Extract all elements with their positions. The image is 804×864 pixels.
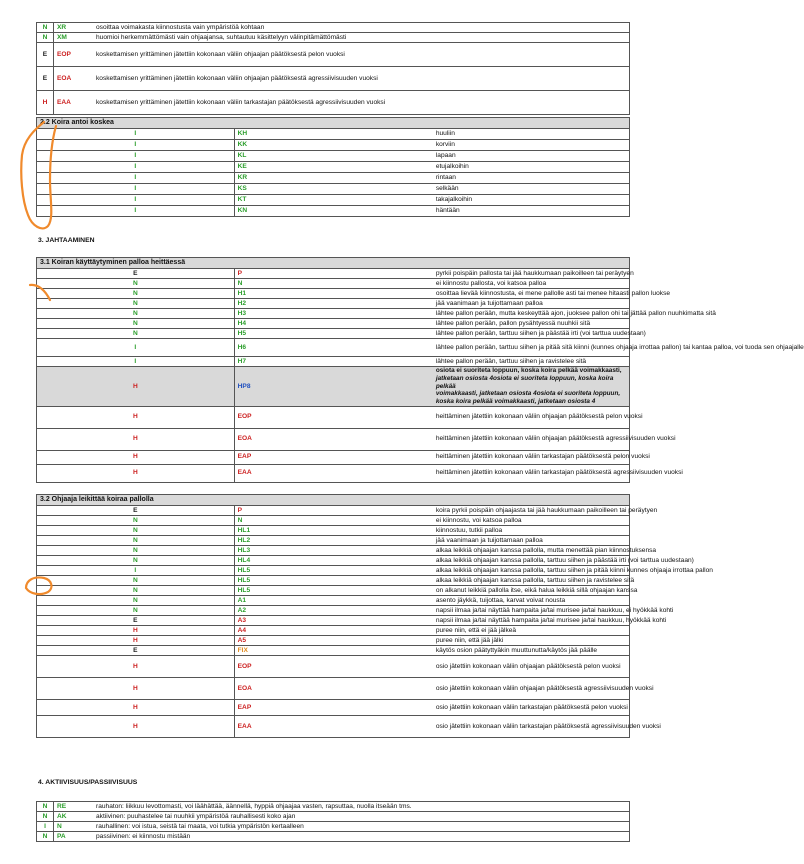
level-cell: N (37, 812, 54, 822)
level-cell: E (37, 67, 54, 91)
level-cell: I (37, 206, 235, 217)
level-cell: N (37, 33, 54, 43)
description-cell: osio jätettiin kokonaan väliin ohjaajan päätöksestä pelon vuoksi (432, 656, 630, 678)
table-row (37, 606, 630, 616)
level-cell: H (37, 636, 235, 646)
code-cell: H3 (234, 309, 432, 319)
code-cell: H6 (234, 339, 432, 357)
code-cell: H2 (234, 299, 432, 309)
table-row (37, 329, 630, 339)
description-cell: alkaa leikkiä ohjaajan kanssa pallolla, tarttuu siihen ja päästää irti (voi tarttua uudestaan) (432, 556, 630, 566)
description-cell: ei kiinnostu, voi katsoa palloa (432, 516, 630, 526)
description-cell: rauhallinen: voi istua, seistä tai maata, voi tutkia ympäristön kertaalleen (92, 822, 630, 832)
description-cell: heittäminen jätettiin kokonaan väliin ohjaajan päätöksestä pelon vuoksi (432, 406, 630, 428)
table-row (37, 319, 630, 329)
code-cell: A4 (234, 626, 432, 636)
level-cell: H (37, 656, 235, 678)
code-cell: HL3 (234, 546, 432, 556)
description-cell: lähtee pallon perään, tarttuu siihen ja ravistelee sitä (432, 357, 630, 367)
table-row (37, 802, 630, 812)
level-cell: H (37, 406, 235, 428)
level-cell: H (37, 367, 235, 406)
table-row (37, 140, 630, 151)
table-row (37, 309, 630, 319)
table-row (37, 173, 630, 184)
heading-jahtaaminen: 3. JAHTAAMINEN (38, 237, 95, 244)
level-cell: H (37, 428, 235, 450)
description-cell: asento jäykkä, tuijottaa, karvat voivat nousta (432, 596, 630, 606)
level-cell: H (37, 464, 235, 482)
description-cell: osio jätettiin kokonaan väliin tarkastajan päätöksestä pelon vuoksi (432, 700, 630, 716)
code-cell: H5 (234, 329, 432, 339)
description-cell: huomioi herkemmättömästi vain ohjaajansa, suhtautuu käsittelyyn välinpitämättömästi (92, 33, 630, 43)
description-cell: lähtee pallon perään, tarttuu siihen ja pitää sitä kiinni (kunnes ohjaaja irrottaa pallon) tai kantaa palloa, voi tuoda sen ohjaajalle (432, 339, 630, 357)
table-row (37, 206, 630, 217)
level-cell: N (37, 329, 235, 339)
table-row (37, 23, 630, 33)
level-cell: H (37, 700, 235, 716)
description-cell: heittäminen jätettiin kokonaan väliin tarkastajan päätöksestä pelon vuoksi (432, 450, 630, 464)
section-header-row (37, 118, 630, 129)
code-cell: AK (54, 812, 93, 822)
table-section-3-2 (36, 494, 713, 738)
code-cell: HL5 (234, 566, 432, 576)
level-cell: N (37, 289, 235, 299)
table-row (37, 195, 630, 206)
description-cell: alkaa leikkiä ohjaajan kanssa pallolla, mutta menettää pian kiinnostuksensa (432, 546, 630, 556)
table-row (37, 406, 630, 428)
level-cell: N (37, 586, 235, 596)
code-cell: XM (54, 33, 93, 43)
description-cell: passiivinen: ei kiinnostu mistään (92, 832, 630, 842)
table-row (37, 812, 630, 822)
table-row (37, 289, 630, 299)
code-cell: A5 (234, 636, 432, 646)
table-row (37, 636, 630, 646)
code-cell: P (234, 506, 432, 516)
code-cell: HL5 (234, 576, 432, 586)
table-row (37, 716, 630, 738)
level-cell: N (37, 576, 235, 586)
code-cell: KR (234, 173, 432, 184)
table-row (37, 616, 630, 626)
description-cell (432, 367, 630, 406)
code-cell: HL2 (234, 536, 432, 546)
level-cell: N (37, 319, 235, 329)
section-title: 3.2 Ohjaaja leikittää koiraa pallolla (37, 495, 630, 506)
table-row (37, 428, 630, 450)
code-cell: A3 (234, 616, 432, 626)
level-cell: H (37, 450, 235, 464)
description-cell: jää vaanimaan ja tuijottamaan palloa (432, 536, 630, 546)
table-row (37, 339, 630, 357)
level-cell: N (37, 526, 235, 536)
description-cell: koira pyrkii poispäin ohjaajasta tai jää haukkumaan paikoilleen tai peräytyen (432, 506, 630, 516)
description-cell: osio jätettiin kokonaan väliin ohjaajan päätöksestä agressiivisuuden vuoksi (432, 678, 630, 700)
description-cell: koskettamisen yrittäminen jätettiin kokonaan väliin ohjaajan päätöksestä pelon vuoksi (92, 43, 630, 67)
table-row (37, 700, 630, 716)
table-row (37, 279, 630, 289)
level-cell: H (37, 626, 235, 636)
code-cell: PA (54, 832, 93, 842)
code-cell: KT (234, 195, 432, 206)
table-row (37, 678, 630, 700)
code-cell: HL5 (234, 586, 432, 596)
description-cell: huuliin (432, 129, 630, 140)
description-cell: osoittaa voimakasta kiinnostusta vain ympäristöä kohtaan (92, 23, 630, 33)
description-cell: selkään (432, 184, 630, 195)
hp8-line2: voimakkaasti, jatketaan osiosta 4osiota ei suoriteta loppuun, koska koira pelkää voimakkaasti, jatketaan osiosta 4 (435, 390, 621, 406)
code-cell: FIX (234, 646, 432, 656)
code-cell: H7 (234, 357, 432, 367)
table-row (37, 822, 630, 832)
level-cell: N (37, 556, 235, 566)
code-cell: EOA (54, 67, 93, 91)
table-row (37, 656, 630, 678)
description-cell: kiinnostuu, tutkii palloa (432, 526, 630, 536)
description-cell: lähtee pallon perään, tarttuu siihen ja päästää irti (voi tarttua uudestaan) (432, 329, 630, 339)
table-row (37, 33, 630, 43)
level-cell: N (37, 802, 54, 812)
table-section-4 (36, 801, 630, 842)
code-cell: HP8 (234, 367, 432, 406)
description-cell: koskettamisen yrittäminen jätettiin kokonaan väliin tarkastajan päätöksestä agressiivisuuden vuoksi (92, 91, 630, 115)
table-row (37, 556, 630, 566)
level-cell: I (37, 339, 235, 357)
code-cell: EAP (234, 700, 432, 716)
description-cell: alkaa leikkiä ohjaajan kanssa pallolla, tarttuu siihen ja pitää kiinni kunnes ohjaaja irrottaa pallon (432, 566, 630, 576)
code-cell: N (234, 279, 432, 289)
level-cell: H (37, 716, 235, 738)
hp8-line1b: jatketaan osiosta 4osiota ei suoriteta loppuun, koska koira pelkää (435, 375, 614, 390)
table-row (37, 299, 630, 309)
code-cell: N (234, 516, 432, 526)
hp8-line1: osiota ei suoriteta loppuun, koska koira pelkää voimakkaasti, (435, 367, 622, 375)
code-cell: KN (234, 206, 432, 217)
level-cell: N (37, 606, 235, 616)
table-row (37, 832, 630, 842)
table-row (37, 596, 630, 606)
code-cell: EAP (234, 450, 432, 464)
description-cell: puree niin, että jää jälki (432, 636, 630, 646)
section-title: 3.1 Koiran käyttäytyminen palloa heittäessä (37, 258, 630, 269)
table-row (37, 546, 630, 556)
code-cell: KH (234, 129, 432, 140)
level-cell: H (37, 678, 235, 700)
code-cell: H1 (234, 289, 432, 299)
level-cell: E (37, 506, 235, 516)
description-cell: lähtee pallon perään, pallon pysähtyessä nuuhkii sitä (432, 319, 630, 329)
table-row (37, 576, 630, 586)
description-cell: aktiivinen: puuhastelee tai nuuhkii ympäristöä rauhallisesti koko ajan (92, 812, 630, 822)
level-cell: I (37, 566, 235, 576)
description-cell: osio jätettiin kokonaan väliin tarkastajan päätöksestä agressiivisuuden vuoksi (432, 716, 630, 738)
level-cell: I (37, 184, 235, 195)
table-row (37, 626, 630, 636)
table-row (37, 357, 630, 367)
level-cell: N (37, 309, 235, 319)
table-row (37, 162, 630, 173)
code-cell: EOP (54, 43, 93, 67)
code-cell: EOA (234, 428, 432, 450)
level-cell: N (37, 516, 235, 526)
table-row (37, 464, 630, 482)
description-cell: rintaan (432, 173, 630, 184)
table-row (37, 91, 630, 115)
description-cell: puree niin, että ei jää jälkeä (432, 626, 630, 636)
description-cell: alkaa leikkiä ohjaajan kanssa pallolla, tarttuu siihen ja ravistelee sitä (432, 576, 630, 586)
code-cell: EAA (234, 464, 432, 482)
level-cell: I (37, 129, 235, 140)
level-cell: E (37, 43, 54, 67)
code-cell: KK (234, 140, 432, 151)
code-cell: A1 (234, 596, 432, 606)
table-row (37, 184, 630, 195)
code-cell: XR (54, 23, 93, 33)
level-cell: N (37, 536, 235, 546)
table-row (37, 67, 630, 91)
description-cell: napsii ilmaa ja/tai näyttää hampaita ja/tai murisee ja/tai haukkuu, hyökkää kohti (432, 616, 630, 626)
code-cell: KL (234, 151, 432, 162)
section-header-row (37, 495, 630, 506)
description-cell: häntään (432, 206, 630, 217)
level-cell: E (37, 269, 235, 279)
level-cell: I (37, 822, 54, 832)
description-cell: etujalkoihin (432, 162, 630, 173)
table-row (37, 129, 630, 140)
level-cell: I (37, 151, 235, 162)
description-cell: on alkanut leikkiä pallolla itse, eikä halua leikkiä sillä ohjaajan kanssa (432, 586, 630, 596)
table-section-3-1 (36, 257, 804, 483)
table-row (37, 516, 630, 526)
heading-aktiivisuus: 4. AKTIIVISUUS/PASSIIVISUUS (38, 779, 138, 786)
description-cell: ei kiinnostu pallosta, voi katsoa palloa (432, 279, 630, 289)
description-cell: koskettamisen yrittäminen jätettiin kokonaan väliin ohjaajan päätöksestä agressiivisuuden vuoksi (92, 67, 630, 91)
table-row (37, 506, 630, 516)
table-section-2-2 (36, 117, 630, 217)
code-cell: P (234, 269, 432, 279)
code-cell: EAA (54, 91, 93, 115)
level-cell: I (37, 140, 235, 151)
code-cell: H4 (234, 319, 432, 329)
level-cell: I (37, 195, 235, 206)
level-cell: N (37, 596, 235, 606)
table-row (37, 450, 630, 464)
description-cell: lähtee pallon perään, mutta keskeyttää ajon, juoksee pallon ohi tai jättää pallon nuuhkimatta sitä (432, 309, 630, 319)
description-cell: lapaan (432, 151, 630, 162)
level-cell: N (37, 832, 54, 842)
description-cell: takajalkoihin (432, 195, 630, 206)
description-cell: heittäminen jätettiin kokonaan väliin tarkastajan päätöksestä agressiivisuuden vuoksi (432, 464, 630, 482)
level-cell: N (37, 279, 235, 289)
table-row (37, 43, 630, 67)
section-title: 2.2 Koira antoi koskea (37, 118, 630, 129)
code-cell: EOA (234, 678, 432, 700)
description-cell: jää vaanimaan ja tuijottamaan palloa (432, 299, 630, 309)
table-row (37, 566, 630, 576)
code-cell: RE (54, 802, 93, 812)
description-cell: heittäminen jätettiin kokonaan väliin ohjaajan päätöksestä agressiivisuuden vuoksi (432, 428, 630, 450)
level-cell: E (37, 616, 235, 626)
section-header-row (37, 258, 630, 269)
code-cell: KE (234, 162, 432, 173)
level-cell: I (37, 173, 235, 184)
table-row (37, 269, 630, 279)
table-row (37, 151, 630, 162)
code-cell: KS (234, 184, 432, 195)
code-cell: EOP (234, 406, 432, 428)
table-row (37, 646, 630, 656)
code-cell: A2 (234, 606, 432, 616)
description-cell: osoittaa lievää kiinnostusta, ei mene pallolle asti tai menee hitaasti pallon luokse (432, 289, 630, 299)
description-cell: rauhaton: liikkuu levottomasti, voi läähättää, äännellä, hyppiä ohjaajaa vasten, rapsuttaa, nuolla itseään tms. (92, 802, 630, 812)
level-cell: H (37, 91, 54, 115)
table-row (37, 526, 630, 536)
description-cell: napsii ilmaa ja/tai näyttää hampaita ja/tai murisee ja/tai haukkuu, ei hyökkää kohti (432, 606, 630, 616)
description-cell: käytös osion päätyttyäkin muuttunutta/käytös jää päälle (432, 646, 630, 656)
level-cell: N (37, 546, 235, 556)
table-section-2-1 (36, 22, 630, 115)
code-cell: EAA (234, 716, 432, 738)
table-row (37, 586, 630, 596)
level-cell: I (37, 162, 235, 173)
level-cell: N (37, 23, 54, 33)
description-cell: korviin (432, 140, 630, 151)
table-row-hp8 (37, 367, 630, 406)
code-cell: HL1 (234, 526, 432, 536)
level-cell: E (37, 646, 235, 656)
code-cell: HL4 (234, 556, 432, 566)
level-cell: I (37, 357, 235, 367)
code-cell: N (54, 822, 93, 832)
code-cell: EOP (234, 656, 432, 678)
level-cell: N (37, 299, 235, 309)
table-row (37, 536, 630, 546)
description-cell: pyrkii poispäin pallosta tai jää haukkumaan paikoilleen tai peräytyen (432, 269, 630, 279)
